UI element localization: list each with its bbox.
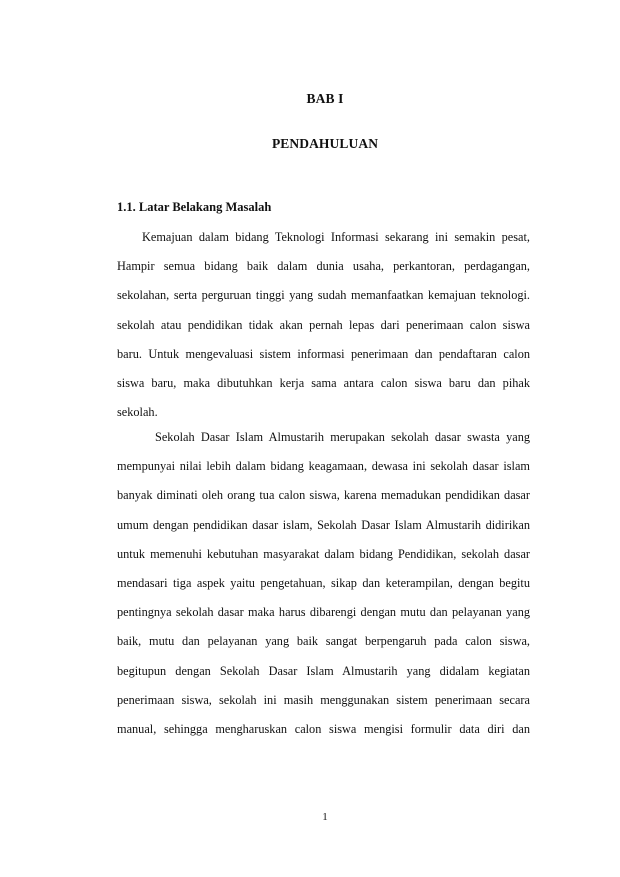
- paragraph-line: baik, mutu dan pelayanan yang baik sangat berpengaruh pada calon siswa,: [117, 634, 530, 649]
- chapter-title: PENDAHULUAN: [271, 136, 379, 151]
- paragraph-line: pentingnya sekolah dasar maka harus dibarengi dengan mutu dan pelayanan yang: [117, 605, 530, 620]
- paragraph-line: untuk memenuhi kebutuhan masyarakat dalam bidang Pendidikan, sekolah dasar: [117, 546, 530, 561]
- paragraph-line: banyak diminati oleh orang tua calon siswa, karena memadukan pendidikan dasar: [117, 488, 530, 503]
- section-heading: 1.1. Latar Belakang Masalah: [117, 200, 272, 214]
- paragraph-line: sekolah.: [117, 405, 158, 420]
- paragraph-line: begitupun dengan Sekolah Dasar Islam Almustarih yang didalam kegiatan: [117, 663, 530, 678]
- paragraph-line: manual, sehingga mengharuskan calon siswa mengisi formulir data diri dan: [117, 721, 530, 736]
- paragraph-line: umum dengan pendidikan dasar islam, Sekolah Dasar Islam Almustarih didirikan: [117, 517, 530, 532]
- paragraph-line: baru. Untuk mengevaluasi sistem informasi penerimaan dan pendaftaran calon: [117, 346, 530, 361]
- chapter-number: BAB I: [306, 91, 344, 106]
- paragraph-line: sekolahan, serta perguruan tinggi yang sudah memanfaatkan kemajuan teknologi.: [117, 288, 530, 303]
- paragraph-2: [117, 423, 530, 744]
- paragraph-1: [117, 223, 530, 427]
- paragraph-line: Kemajuan dalam bidang Teknologi Informasi sekarang ini semakin pesat,: [142, 230, 530, 244]
- page-number: 1: [322, 811, 328, 823]
- paragraph-line: mempunyai nilai lebih dalam bidang keagamaan, dewasa ini sekolah dasar islam: [117, 459, 530, 474]
- paragraph-line: penerimaan siswa, sekolah ini masih menggunakan sistem penerimaan secara: [117, 692, 530, 707]
- paragraph-line: siswa baru, maka dibutuhkan kerja sama antara calon siswa baru dan pihak: [117, 375, 530, 390]
- paragraph-line: mendasari tiga aspek yaitu pengetahuan, sikap dan keterampilan, dengan begitu: [117, 575, 530, 590]
- paragraph-line: sekolah atau pendidikan tidak akan pernah lepas dari penerimaan calon siswa: [117, 317, 530, 332]
- paragraph-line: Hampir semua bidang baik dalam dunia usaha, perkantoran, perdagangan,: [117, 259, 530, 274]
- paragraph-line: Sekolah Dasar Islam Almustarih merupakan sekolah dasar swasta yang: [155, 430, 530, 444]
